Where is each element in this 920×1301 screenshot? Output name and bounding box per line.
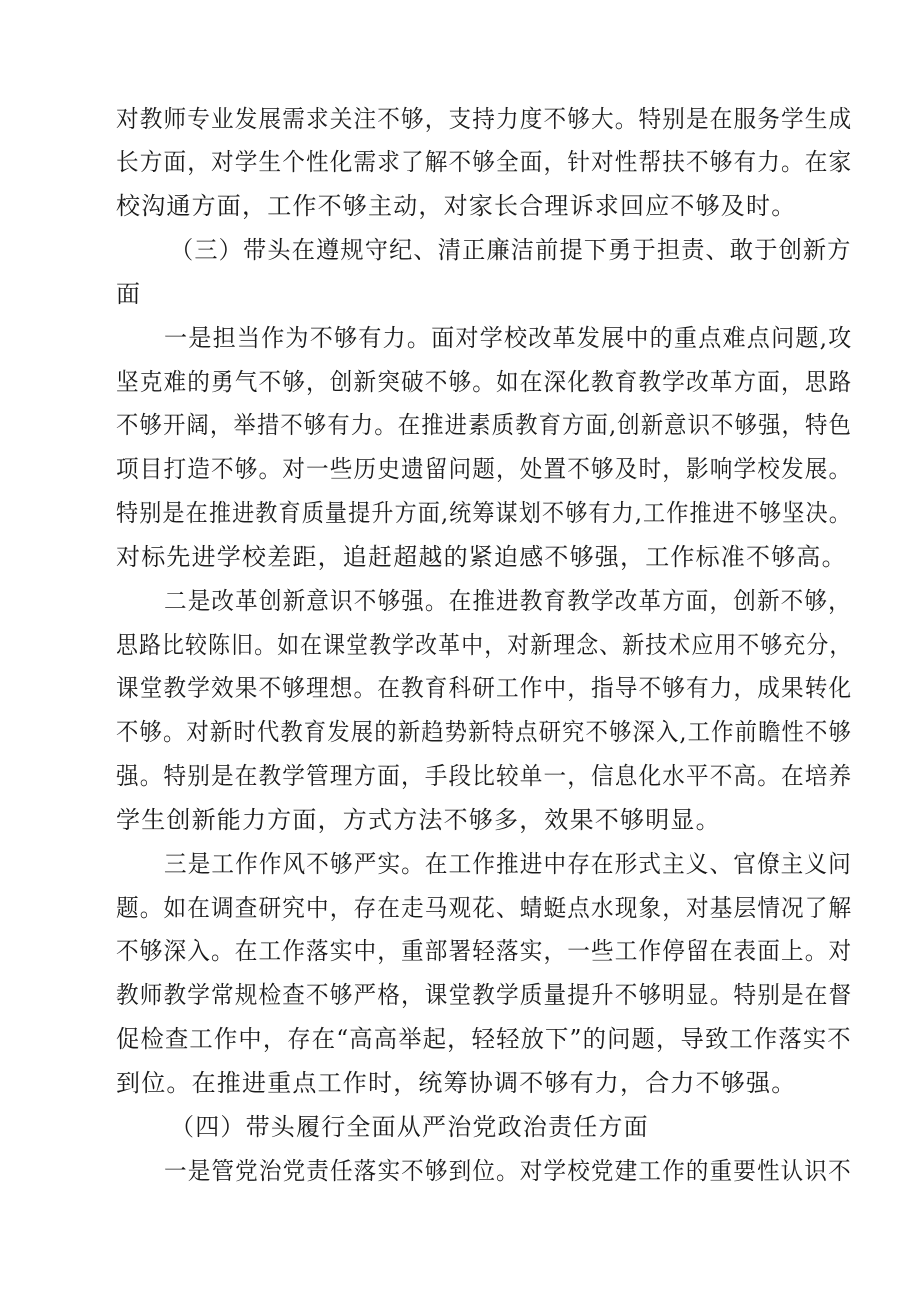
text-line: 校沟通方面，工作不够主动，对家长合理诉求回应不够及时。 bbox=[116, 192, 797, 220]
text-line: 不够。对新时代教育发展的新趋势新特点研究不够深入,工作前瞻性不够 bbox=[116, 718, 852, 746]
text-line: 长方面，对学生个性化需求了解不够全面，针对性帮扶不够有力。在家 bbox=[116, 148, 853, 176]
text-line: 教师教学常规检查不够严格，课堂教学质量提升不够明显。特别是在督 bbox=[116, 981, 853, 1009]
paragraph-start: 二是改革创新意识不够强。在推进教育教学改革方面，创新不够， bbox=[164, 587, 852, 615]
text-line: 坚克难的勇气不够，创新突破不够。如在深化教育教学改革方面，思路 bbox=[116, 368, 853, 396]
text-line: 不够开阔，举措不够有力。在推进素质教育方面,创新意识不够强，特色 bbox=[116, 411, 852, 439]
section-heading: （四）带头履行全面从严治党政治责任方面 bbox=[170, 1113, 649, 1141]
text-line: 课堂教学效果不够理想。在教育科研工作中，指导不够有力，成果转化 bbox=[116, 674, 853, 702]
text-line: 项目打造不够。对一些历史遗留问题，处置不够及时，影响学校发展。 bbox=[116, 455, 853, 483]
paragraph-start: 三是工作作风不够严实。在工作推进中存在形式主义、官僚主义问 bbox=[164, 850, 852, 878]
section-heading-continuation: 面 bbox=[116, 280, 142, 308]
text-line: 不够深入。在工作落实中，重部署轻落实，一些工作停留在表面上。对 bbox=[116, 937, 853, 965]
text-line: 对标先进学校差距，追赶超越的紧迫感不够强，工作标准不够高。 bbox=[116, 543, 847, 571]
text-line: 学生创新能力方面，方式方法不够多，效果不够明显。 bbox=[116, 806, 721, 834]
paragraph-start: 一是管党治党责任落实不够到位。对学校党建工作的重要性认识不 bbox=[164, 1157, 852, 1185]
text-line: 强。特别是在教学管理方面，手段比较单一，信息化水平不高。在培养 bbox=[116, 762, 853, 790]
paragraph-start: 一是担当作为不够有力。面对学校改革发展中的重点难点问题,攻 bbox=[164, 324, 853, 352]
text-line: 到位。在推进重点工作时，统筹协调不够有力，合力不够强。 bbox=[116, 1069, 797, 1097]
text-line: 题。如在调查研究中，存在走马观花、蜻蜓点水现象，对基层情况了解 bbox=[116, 894, 853, 922]
text-line: 特别是在推进教育质量提升方面,统筹谋划不够有力,工作推进不够坚决。 bbox=[116, 499, 852, 527]
text-line: 思路比较陈旧。如在课堂教学改革中，对新理念、新技术应用不够充分， bbox=[116, 631, 853, 659]
section-heading: （三）带头在遵规守纪、清正廉洁前提下勇于担责、敢于创新方 bbox=[170, 236, 852, 264]
text-line: 促检查工作中，存在“高高举起，轻轻放下”的问题，导致工作落实不 bbox=[116, 1025, 852, 1053]
text-line: 对教师专业发展需求关注不够，支持力度不够大。特别是在服务学生成 bbox=[116, 105, 853, 133]
